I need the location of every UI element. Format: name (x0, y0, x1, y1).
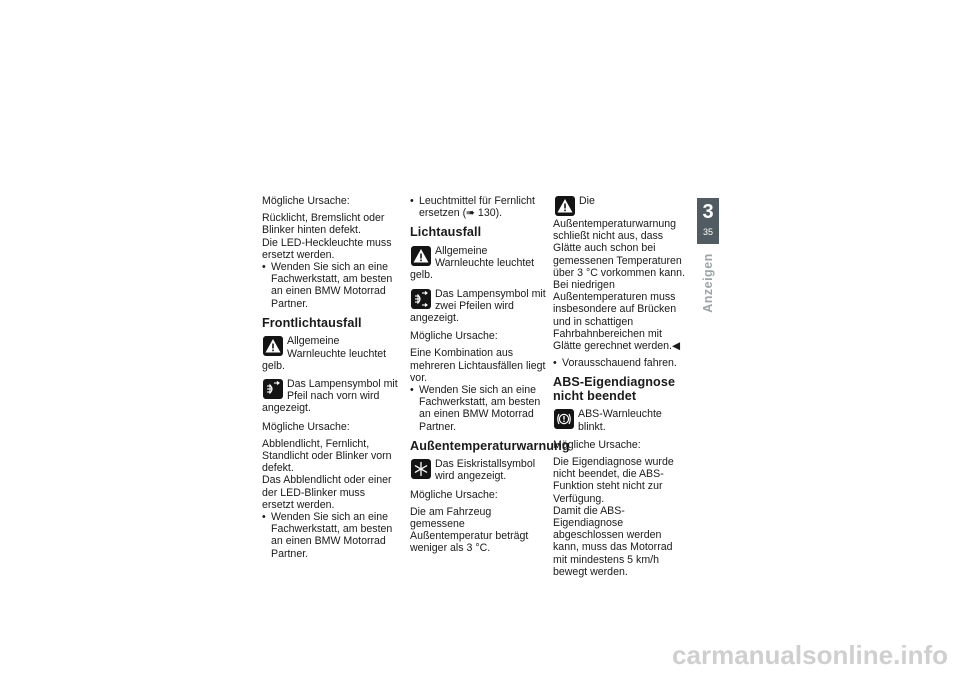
cause-text: Die am Fahrzeug gemessene Außentemperatur beträgt weniger als 3 °C. (410, 505, 529, 555)
lamp-two-arrows-icon (411, 289, 431, 309)
cause-text-2: Die LED-Heckleuchte muss ersetzt werden. (262, 236, 392, 261)
warning-lamp-text: Allgemeine Warnleuchte leuchtet gelb. (410, 244, 535, 282)
icon-row (553, 408, 689, 432)
ice-symbol-text: Das Eiskristallsymbol wird angezeigt. (435, 458, 536, 483)
chapter-side-label: Anzeigen (701, 253, 715, 313)
column-3 (553, 195, 689, 578)
chapter-number: 3 (702, 201, 714, 223)
warning-lamp-text: Allgemeine Warnleuchte leuchtet gelb. (262, 335, 387, 372)
list-item: • Wenden Sie sich an eine Fachwerkstatt, am besten an einen BMW Motorrad Partner. (262, 511, 398, 560)
cause-text: Rücklicht, Bremslicht oder Blinker hinten defekt. (262, 212, 385, 237)
cause-label: Mögliche Ursache: (553, 438, 641, 451)
lamp-symbol-text: Das Lampensymbol mit zwei Pfeilen wird angezeigt. (410, 287, 546, 324)
lamp-symbol-text: Das Lampensymbol mit Pfeil nach vorn wird angezeigt. (262, 377, 398, 415)
cause-text: Abblendlicht, Fernlicht, Standlicht oder Blinker vorn defekt. (262, 437, 392, 475)
list-item: • Wenden Sie sich an eine Fachwerkstatt, am besten an einen BMW Motorrad Partner. (262, 261, 398, 310)
cause-label: Mögliche Ursache: (262, 195, 350, 207)
bullet-list (553, 357, 689, 369)
cause-label: Mögliche Ursache: (262, 420, 350, 433)
icon-row (262, 378, 398, 415)
warning-text-2: Bei niedrigen Außentemperaturen muss insbesondere auf Brücken und in schattigen Fahrbahnbereichen mit Glätte gerechnet werden.◀ (553, 279, 681, 353)
abs-lamp-text: ABS-Warnleuchte blinkt. (578, 408, 662, 433)
abs-warning-icon (554, 409, 574, 429)
lamp-arrow-forward-icon (263, 379, 283, 399)
list-item: • Vorausschauend fahren. (553, 357, 689, 369)
list-item: • Wenden Sie sich an eine Fachwerkstatt, am besten an einen BMW Motorrad Partner. (410, 384, 546, 433)
cause-text: Eine Kombination aus mehreren Lichtausfällen liegt vor. (410, 347, 546, 384)
warning-text: Die Außentemperaturwarnung schließt nicht aus, dass Glätte auch schon bei gemessenen Temperaturen über 3 °C vorkommen kann. (553, 195, 686, 279)
heading-lichtausfall: Lichtausfall (410, 225, 482, 240)
warning-triangle-icon (411, 246, 431, 266)
cause-label: Mögliche Ursache: (410, 330, 498, 343)
cause-text-2: Das Abblendlicht oder einer der LED-Blinker muss ersetzt werden. (262, 474, 392, 511)
icon-row (262, 335, 398, 372)
cause-label: Mögliche Ursache: (410, 488, 498, 501)
bullet-list (262, 511, 398, 560)
warning-triangle-icon (555, 196, 575, 216)
watermark: carmanualsonline.info (672, 640, 948, 670)
heading-abs-eigendiagnose: ABS-Eigendiagnose nicht beendet (553, 375, 676, 403)
cause-text: Die Eigendiagnose wurde nicht beendet, die ABS-Funktion steht nicht zur Verfügung. (553, 456, 674, 505)
column-2 (410, 195, 570, 555)
bullet-list (410, 195, 546, 219)
heading-aussentemperaturwarnung: Außentemperaturwarnung (410, 438, 570, 453)
bullet-list (262, 261, 398, 310)
cause-text-2: Damit die ABS-Eigendiagnose abgeschlossen werden kann, muss das Motorrad mit mindestens 5 km/h bewegt werden. (553, 504, 673, 578)
ice-crystal-icon (411, 459, 431, 479)
icon-row (410, 288, 546, 325)
warning-note (553, 195, 689, 279)
icon-row (410, 245, 546, 282)
page-number: 35 (702, 227, 713, 237)
chapter-tab (697, 198, 719, 244)
bullet-list (410, 384, 546, 433)
warning-triangle-icon (263, 336, 283, 356)
icon-row (410, 458, 546, 482)
list-item: • Leuchtmittel für Fernlicht ersetzen (➠ 130). (410, 195, 546, 219)
column-1 (262, 195, 398, 566)
heading-frontlichtausfall: Frontlichtausfall (262, 315, 362, 330)
